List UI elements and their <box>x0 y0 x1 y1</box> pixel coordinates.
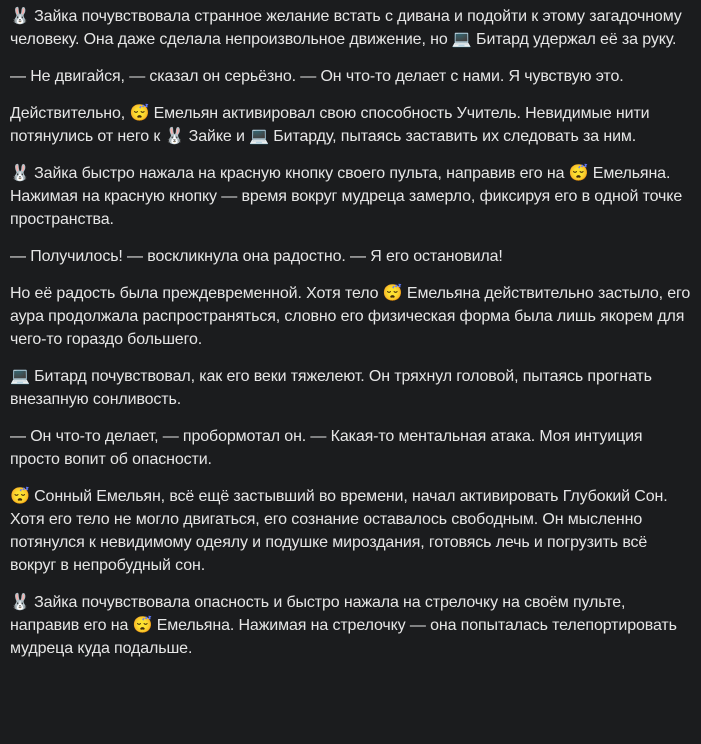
paragraph-6: Но её радость была преждевременной. Хотя тело 😴 Емельяна действительно застыло, его аура продолжала распространяться, словно его физическая форма была лишь якорем для чего-то гораздо большего. <box>10 285 691 348</box>
paragraph-9: 😴 Сонный Емельян, всё ещё застывший во времени, начал активировать Глубокий Сон. Хотя его тело не могло двигаться, его сознание оставалось свободным. Он мысленно потянулся к невидимому одеялу и подушке мироздания, готовясь лечь и погрузить всё вокруг в непробудный сон. <box>10 488 668 574</box>
paragraph-8: — Он что-то делает, — пробормотал он. — Какая-то ментальная атака. Моя интуиция просто вопит об опасности. <box>10 428 643 468</box>
paragraph-10: 🐰 Зайка почувствовала опасность и быстро нажала на стрелочку на своём пульте, направив его на 😴 Емельяна. Нажимая на стрелочку — она попыталась телепортировать мудреца куда подальше. <box>10 594 677 657</box>
paragraph-7: 💻 Битард почувствовал, как его веки тяжелеют. Он тряхнул головой, пытаясь прогнать внезапную сонливость. <box>10 368 652 408</box>
paragraph-5: — Получилось! — воскликнула она радостно. — Я его остановила! <box>10 248 503 265</box>
paragraph-3: Действительно, 😴 Емельян активировал свою способность Учитель. Невидимые нити потянулись от него к 🐰 Зайке и 💻 Битарду, пытаясь заставить их следовать за ним. <box>10 105 650 145</box>
paragraph-2: — Не двигайся, — сказал он серьёзно. — Он что-то делает с нами. Я чувствую это. <box>10 68 624 85</box>
paragraph-4: 🐰 Зайка быстро нажала на красную кнопку своего пульта, направив его на 😴 Емельяна. Нажимая на красную кнопку — время вокруг мудреца замерло, фиксируя его в одной точке пространства. <box>10 165 683 228</box>
paragraph-1: 🐰 Зайка почувствовала странное желание встать с дивана и подойти к этому загадочному человеку. Она даже сделала непроизвольное движение, но 💻 Битард удержал её за руку. <box>10 8 682 48</box>
